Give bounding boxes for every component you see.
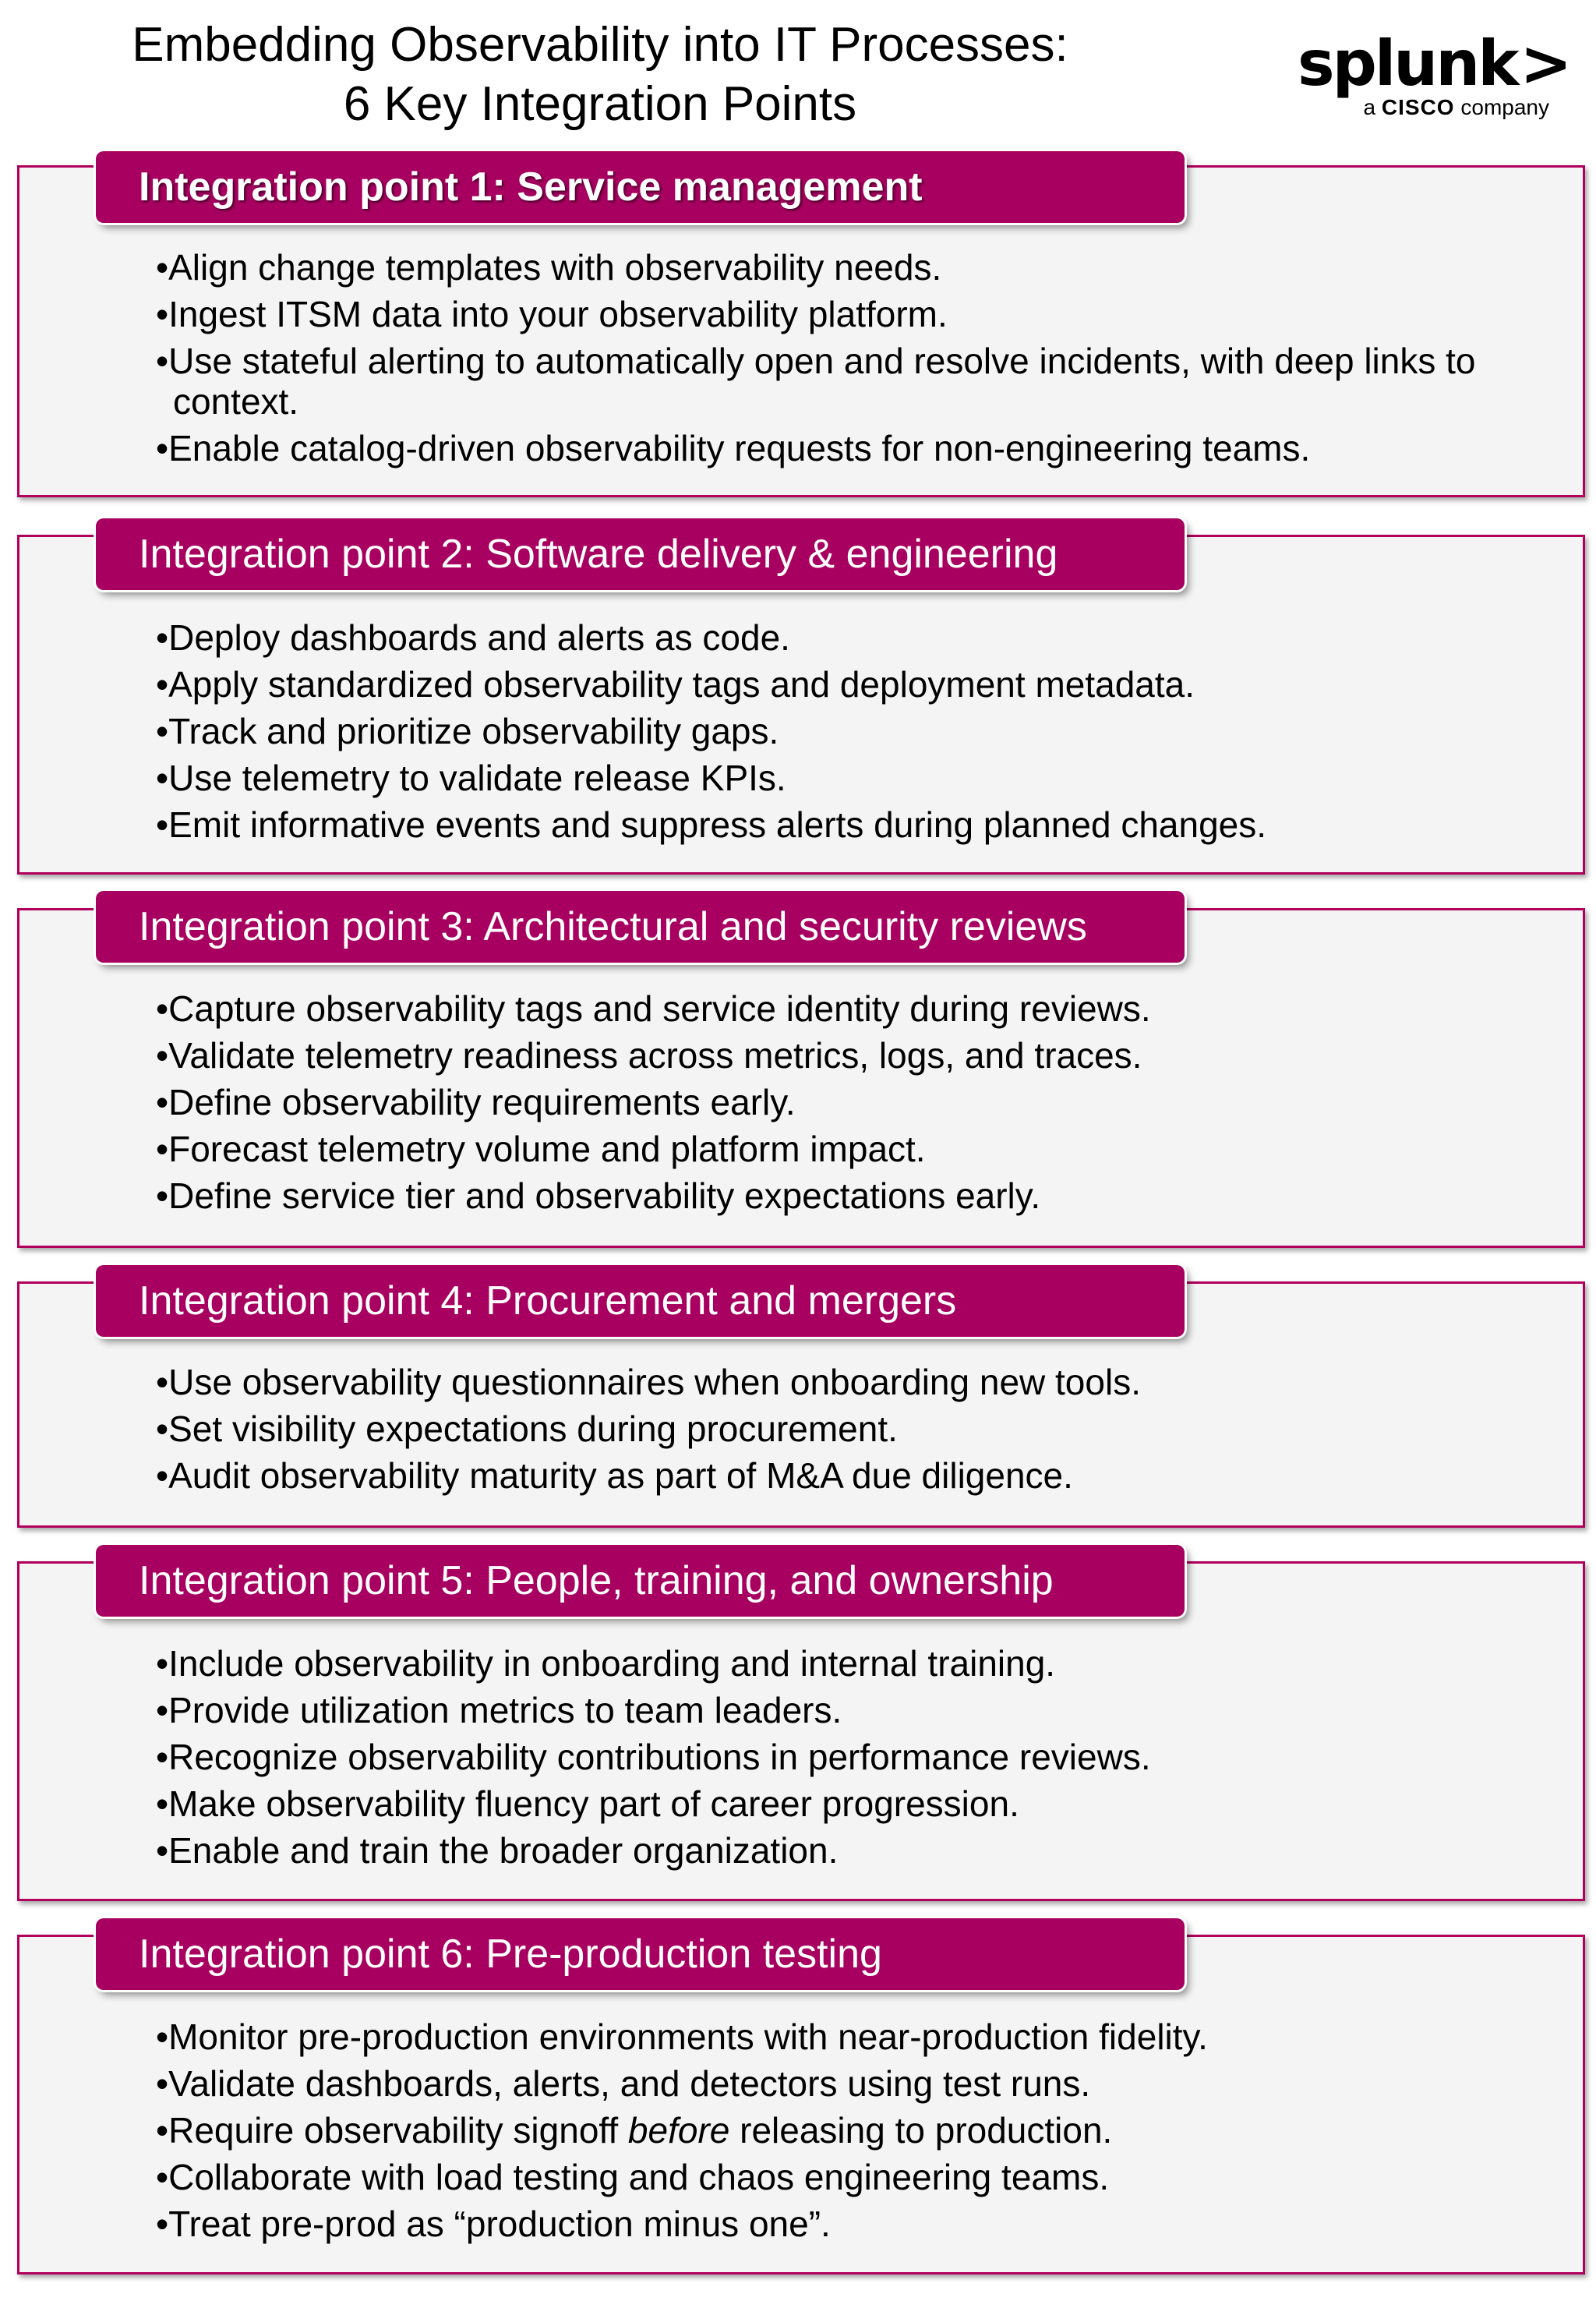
emphasis-text: before [627,2110,730,2151]
section-list-pre-production-testing [156,2013,1559,2247]
list-item: • Deploy dashboards and alerts as code. [156,614,1559,661]
section-header-software-delivery: Integration point 2: Software delivery & engineering [96,518,1185,590]
section-header-architectural-reviews: Integration point 3: Architectural and security reviews [96,891,1185,963]
list-item: • Use stateful alerting to automatically open and resolve incidents, with deep links to context. [156,341,1559,422]
section-header-procurement-mergers: Integration point 4: Procurement and mergers [96,1265,1185,1337]
list-item: • Enable catalog-driven observability requests for non-engineering teams. [156,425,1559,472]
section-list-people-training [156,1640,1559,1874]
logo-wordmark-text: splunk [1298,27,1517,100]
section-list-architectural-reviews [156,985,1559,1219]
list-item: • Apply standardized observability tags and deployment metadata. [156,661,1559,708]
list-item: • Provide utilization metrics to team leaders. [156,1687,1559,1734]
section-list-software-delivery [156,614,1559,848]
section-header-service-management: Integration point 1: Service management [96,151,1185,223]
list-item: • Capture observability tags and service identity during reviews. [156,985,1559,1032]
page-title-line-2: 6 Key Integration Points [343,77,857,131]
list-item: • Use observability questionnaires when onboarding new tools. [156,1359,1559,1405]
list-item: • Define observability requirements early. [156,1079,1559,1126]
list-item: • Track and prioritize observability gaps. [156,708,1559,755]
list-item: • Set visibility expectations during procurement. [156,1405,1559,1452]
logo-tagline-prefix: a [1363,95,1376,119]
list-item: • Enable and train the broader organization. [156,1827,1559,1874]
list-item-text: Require observability signoff [168,2110,628,2151]
logo-wordmark [1298,27,1570,100]
list-item-text-continued: releasing to production. [729,2110,1113,2151]
page-title-line-1: Embedding Observability into IT Processes: [132,18,1068,72]
list-item: • Audit observability maturity as part of M&A due diligence. [156,1452,1559,1499]
logo-tagline-suffix: company [1460,95,1549,119]
list-item: • Align change templates with observability needs. [156,244,1559,291]
splunk-logo [1298,27,1570,120]
section-list-service-management [156,244,1559,472]
chevron-right-icon: > [1520,27,1570,100]
page-title [62,16,1138,134]
list-item: • Define service tier and observability expectations early. [156,1172,1559,1219]
list-item: • Forecast telemetry volume and platform impact. [156,1126,1559,1172]
list-item [156,2107,1559,2154]
section-list-procurement-mergers [156,1359,1559,1499]
list-item: • Include observability in onboarding and internal training. [156,1640,1559,1687]
list-item: • Collaborate with load testing and chaos engineering teams. [156,2154,1559,2200]
section-header-pre-production-testing: Integration point 6: Pre-production testing [96,1918,1185,1990]
list-item: • Emit informative events and suppress alerts during planned changes. [156,801,1559,848]
logo-tagline-brand: CISCO [1381,95,1455,119]
list-item: • Monitor pre-production environments with near-production fidelity. [156,2013,1559,2060]
list-item: • Ingest ITSM data into your observability platform. [156,291,1559,338]
list-item: • Make observability fluency part of career progression. [156,1780,1559,1827]
list-item: • Use telemetry to validate release KPIs. [156,755,1559,801]
section-header-people-training: Integration point 5: People, training, and ownership [96,1545,1185,1617]
list-item: • Treat pre-prod as “production minus one”. [156,2200,1559,2247]
list-item: • Validate telemetry readiness across metrics, logs, and traces. [156,1032,1559,1079]
list-item: • Validate dashboards, alerts, and detectors using test runs. [156,2060,1559,2107]
list-item: • Recognize observability contributions in performance reviews. [156,1734,1559,1780]
